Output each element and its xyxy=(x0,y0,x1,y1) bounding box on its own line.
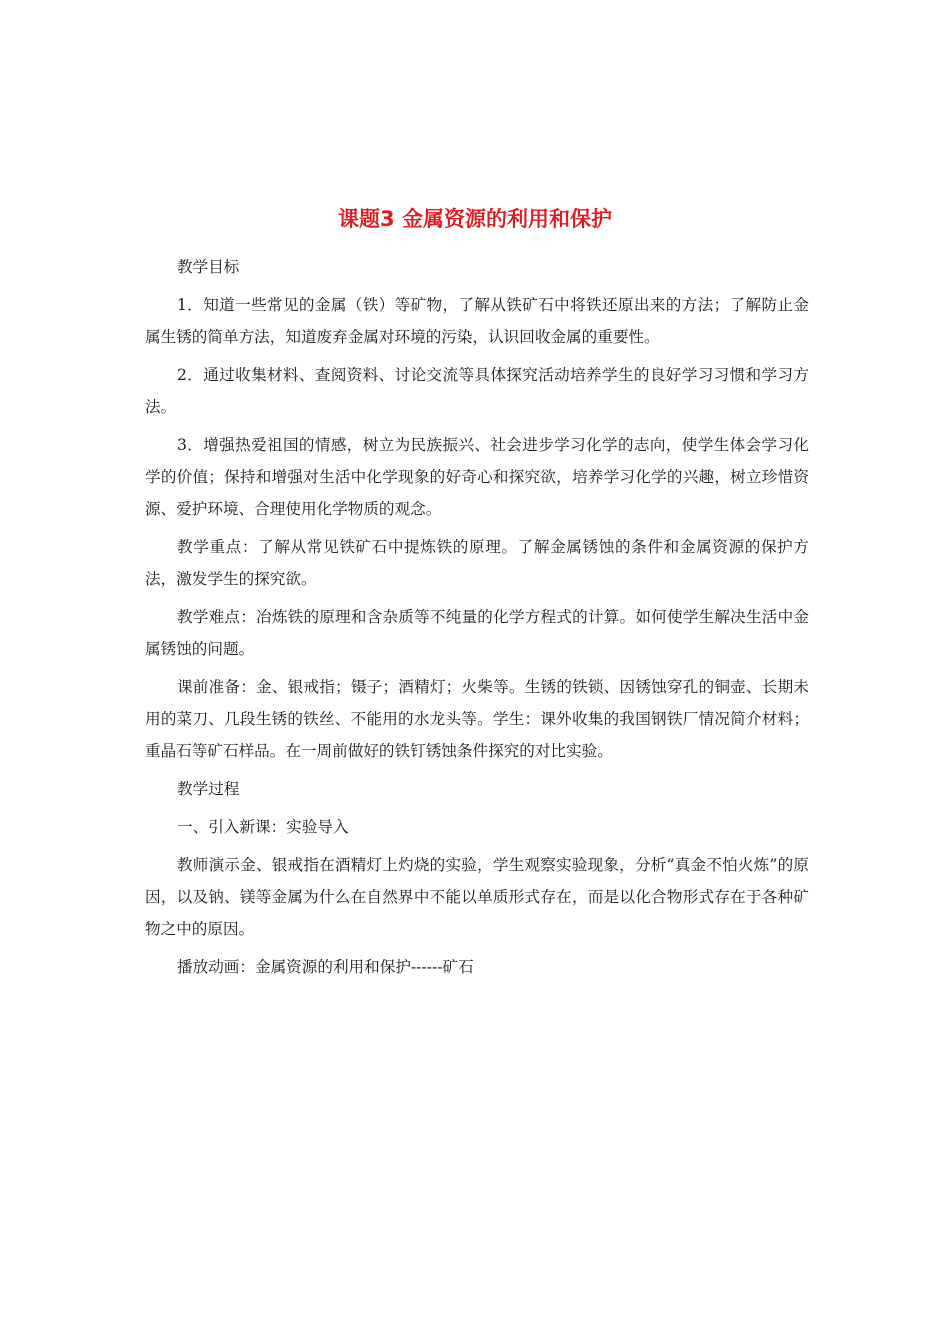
process-step-1: 一、引入新课：实验导入 xyxy=(177,818,349,836)
section-heading-objectives: 教学目标 xyxy=(177,258,240,276)
objective-1: 1．知道一些常见的金属（铁）等矿物，了解从铁矿石中将铁还原出来的方法；了解防止金属生锈的简单方法，知道废弃金属对环境的污染，认识回收金属的重要性。 xyxy=(145,296,809,346)
preparation: 课前准备：金、银戒指；镊子；酒精灯；火柴等。生锈的铁锁、因锈蚀穿孔的铜壶、长期未用的菜刀、几段生锈的铁丝、不能用的水龙头等。学生：课外收集的我国钢铁厂情况简介材料；重晶石等矿石样品。在一周前做好的铁钉锈蚀条件探究的对比实验。 xyxy=(145,678,809,760)
document-body xyxy=(145,251,809,989)
animation-note: 播放动画：金属资源的利用和保护------矿石 xyxy=(177,958,474,976)
teaching-focus: 教学重点：了解从常见铁矿石中提炼铁的原理。了解金属锈蚀的条件和金属资源的保护方法，激发学生的探究欲。 xyxy=(145,538,809,588)
section-heading-process: 教学过程 xyxy=(177,780,240,798)
document-title: 课题3 金属资源的利用和保护 xyxy=(338,207,612,231)
teaching-difficulty: 教学难点：冶炼铁的原理和含杂质等不纯量的化学方程式的计算。如何使学生解决生活中金属锈蚀的问题。 xyxy=(145,608,809,658)
objective-3: 3．增强热爱祖国的情感，树立为民族振兴、社会进步学习化学的志向，使学生体会学习化学的价值；保持和增强对生活中化学现象的好奇心和探究欲，培养学习化学的兴趣，树立珍惜资源、爱护环境、合理使用化学物质的观念。 xyxy=(145,436,809,518)
objective-2: 2．通过收集材料、查阅资料、讨论交流等具体探究活动培养学生的良好学习习惯和学习方法。 xyxy=(145,366,809,416)
teacher-demo: 教师演示金、银戒指在酒精灯上灼烧的实验，学生观察实验现象，分析“真金不怕火炼”的原因，以及钠、镁等金属为什么在自然界中不能以单质形式存在，而是以化合物形式存在于各种矿物之中的原因。 xyxy=(145,856,809,938)
